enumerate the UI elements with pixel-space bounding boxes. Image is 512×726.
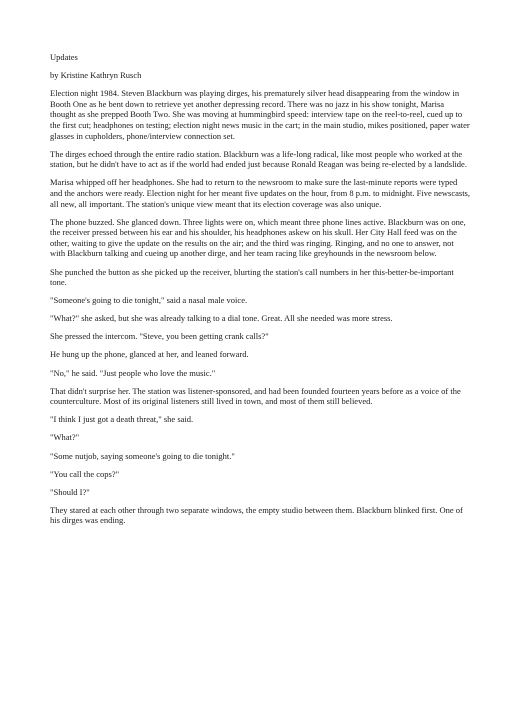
paragraph-7: "What?" she asked, but she was already talking to a dial tone. Great. All she needed was more stress. xyxy=(50,313,393,324)
paragraph-11: That didn't surprise her. The station was listener-sponsored, and had been founded fourteen years before as a voice of the counterculture. Most of its original listeners still lived in town, and most of them still believed. xyxy=(50,385,461,407)
document-byline: by Kristine Kathryn Rusch xyxy=(50,70,142,81)
document-title: Updates xyxy=(50,52,78,62)
paragraph-16: "Should I?" xyxy=(50,486,90,497)
paragraph-6: "Someone's going to die tonight," said a nasal male voice. xyxy=(50,295,248,306)
document-body xyxy=(50,88,470,526)
paragraph-2: The dirges echoed through the entire radio station. Blackburn was a life-long radical, like most people who worked at the station, but he didn't have to act as if the world had ended just because Ronald Reagan was being re-elected by a landslide. xyxy=(50,148,467,170)
document-page xyxy=(50,52,470,534)
paragraph-9: He hung up the phone, glanced at her, and leaned forward. xyxy=(50,349,249,360)
paragraph-10: "No," he said. "Just people who love the music." xyxy=(50,367,216,378)
paragraph-4: The phone buzzed. She glanced down. Three lights were on, which meant three phone lines active. Blackburn was on one, the receiver pressed between his ear and his shoulder, his headphones askew on his skull. Her City Hall feed was on the other, waiting to give the update on the results on the air; and the third was ringing. Ringing, and no one to answer, not with Blackburn talking and cueing up another dirge, and her team racing like greyhounds in the newsroom below. xyxy=(50,216,466,259)
paragraph-14: "Some nutjob, saying someone's going to die tonight." xyxy=(50,450,235,461)
paragraph-3: Marisa whipped off her headphones. She had to return to the newsroom to make sure the last-minute reports were typed and the anchors were ready. Election night for her meant five updates on the hour, from 8 p.m. to midnight. Five newscasts, all new, all important. The station's unique view meant that its election coverage was also unique. xyxy=(50,177,470,209)
paragraph-8: She pressed the intercom. "Steve, you been getting crank calls?" xyxy=(50,331,269,342)
paragraph-15: "You call the cops?" xyxy=(50,468,120,479)
paragraph-5: She punched the button as she picked up the receiver, blurting the station's call numbers in her this-better-be-important tone. xyxy=(50,266,454,288)
paragraph-1: Election night 1984. Steven Blackburn was playing dirges, his prematurely silver head disappearing from the window in Booth One as he bent down to retrieve yet another depressing record. There was no jazz in his show tonight, Marisa thought as she prepped Booth Two. She was moving at hummingbird speed: interview tape on the reel-to-reel, cued up to the first cut; headphones on testing; election night news music in the cart; in the main studio, mikes positioned, paper water glasses in cupholders, phone/interview connection set. xyxy=(50,88,470,141)
paragraph-13: "What?" xyxy=(50,432,80,443)
paragraph-17: They stared at each other through two separate windows, the empty studio between them. Blackburn blinked first. One of his dirges was ending. xyxy=(50,504,463,526)
paragraph-12: "I think I just got a death threat," she said. xyxy=(50,414,194,425)
